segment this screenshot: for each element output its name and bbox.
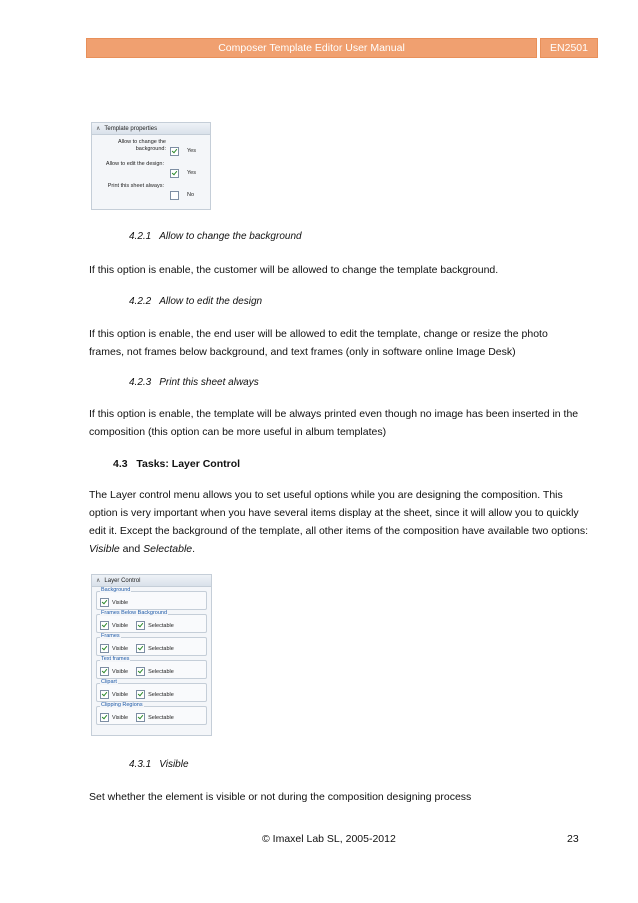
group-label: Clipping Regions — [101, 702, 143, 708]
template-properties-header[interactable] — [92, 123, 210, 135]
header-title: Composer Template Editor User Manual — [86, 38, 537, 58]
change-background-checkbox[interactable] — [170, 147, 179, 156]
layer-control-title: Layer Control — [104, 577, 141, 584]
layer-group-frames-below-background: Frames Below Background Visible Selectable — [96, 614, 207, 633]
heading-4-2-2: 4.2.2 Allow to edit the design — [129, 296, 263, 307]
layer-control-panel — [91, 574, 212, 736]
visible-term: Visible — [89, 543, 120, 555]
page-number: 23 — [567, 833, 579, 845]
visible-checkbox[interactable] — [100, 621, 109, 630]
paragraph-4-3: The Layer control menu allows you to set useful options while you are designing the composition. This option is very important when you have several items display at the sheet, since it will allow you to quickly edit it. Except the background of the template, all other items of the composition have available two options: Visible and Selectable. — [89, 489, 589, 555]
paragraph-4-2-3: If this option is enable, the template will be always printed even though no image has been inserted in the composition (this option can be more useful in album templates) — [89, 408, 579, 438]
heading-4-3: 4.3 Tasks: Layer Control — [113, 458, 241, 470]
visible-checkbox[interactable] — [100, 690, 109, 699]
layer-group-text-frames: Text frames Visible Selectable — [96, 660, 207, 679]
group-label: Frames Below Background — [101, 610, 168, 616]
visible-checkbox[interactable] — [100, 598, 109, 607]
group-label: Frames — [101, 633, 120, 639]
paragraph-4-2-1: If this option is enable, the customer will be allowed to change the template background. — [89, 264, 499, 276]
selectable-checkbox[interactable] — [136, 621, 145, 630]
template-properties-panel — [91, 122, 211, 210]
group-label: Text frames — [101, 656, 130, 662]
layer-group-frames: Frames Visible Selectable — [96, 637, 207, 656]
heading-4-2-3: 4.2.3 Print this sheet always — [129, 377, 259, 388]
tp-value: Yes — [187, 148, 196, 154]
page-header — [86, 38, 598, 58]
paragraph-4-3-1: Set whether the element is visible or not during the composition designing process — [89, 791, 472, 803]
selectable-term: Selectable — [143, 543, 193, 555]
tp-value: Yes — [187, 170, 196, 176]
footer-copyright: © Imaxel Lab SL, 2005-2012 — [262, 833, 396, 845]
collapse-icon[interactable]: ∧ — [96, 578, 101, 584]
visible-checkbox[interactable] — [100, 713, 109, 722]
template-properties-title: Template properties — [104, 125, 158, 132]
visible-checkbox[interactable] — [100, 667, 109, 676]
visible-checkbox[interactable] — [100, 644, 109, 653]
layer-group-clipart: Clipart Visible Selectable — [96, 683, 207, 702]
print-always-checkbox[interactable] — [170, 191, 179, 200]
selectable-checkbox[interactable] — [136, 690, 145, 699]
selectable-checkbox[interactable] — [136, 713, 145, 722]
group-label: Clipart — [101, 679, 117, 685]
layer-group-clipping-regions: Clipping Regions Visible Selectable — [96, 706, 207, 725]
collapse-icon[interactable]: ∧ — [96, 126, 101, 132]
tp-value: No — [187, 192, 195, 198]
tp-label: Print this sheet always: — [107, 183, 164, 189]
paragraph-4-2-2: If this option is enable, the end user will be allowed to edit the template, change or resize the photo frames, not frames below background, and text frames (only in software online Image Desk) — [89, 328, 548, 358]
layer-group-background: Background Visible — [96, 591, 207, 610]
heading-4-3-1: 4.3.1 Visible — [129, 759, 189, 770]
selectable-checkbox[interactable] — [136, 667, 145, 676]
group-label: Background — [101, 587, 131, 593]
selectable-checkbox[interactable] — [136, 644, 145, 653]
layer-control-header[interactable] — [92, 575, 211, 587]
heading-4-2-1: 4.2.1 Allow to change the background — [129, 231, 302, 242]
edit-design-checkbox[interactable] — [170, 169, 179, 178]
tp-label: Allow to edit the design: — [105, 161, 164, 167]
header-code: EN2501 — [540, 38, 598, 58]
tp-label: Allow to change the background: — [117, 139, 166, 152]
